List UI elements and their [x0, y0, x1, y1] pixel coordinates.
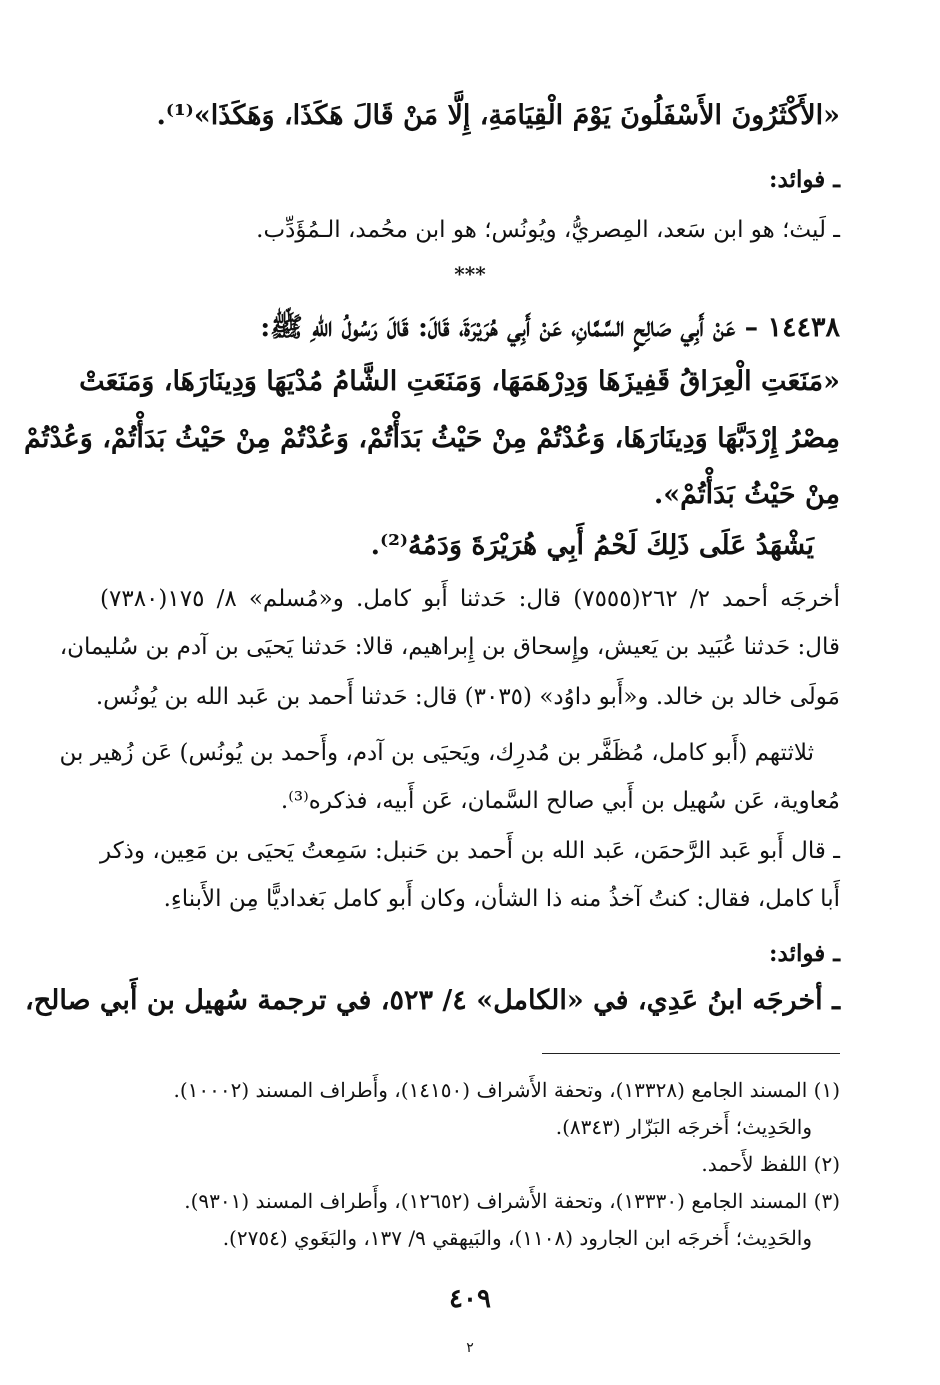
hadith-header: ١٤٤٣٨ – عَنْ أَبِي صَالِحٍ السَّمَّانِ، عَنْ أَبِي هُرَيْرَةَ، قَالَ: قَالَ رَسُولُ اللهِ ﷺ:: [260, 312, 840, 343]
takhrij-line: مُعاوية، عَن سُهيل بن أَبي صالح السَّمان، عَن أَبيه، فذكره⁽³⁾.: [280, 788, 840, 814]
footnote-3: (٣) المسند الجامع (١٣٣٣٠)، وتحفة الأَشراف (١٢٦٥٢)، وأَطراف المسند (٩٣٠١).: [184, 1189, 840, 1213]
takhrij-line: قال: حَدثنا عُبَيد بن يَعيش، وإِسحاق بن إِبراهيم، قالا: حَدثنا يَحيَى بن آدم بن سُليمان،: [59, 634, 840, 660]
benefits-heading: ـ فوائد:: [769, 166, 840, 193]
footnote-1: (١) المسند الجامع (١٣٣٢٨)، وتحفة الأَشراف (١٤١٥٠)، وأَطراف المسند (١٠٠٠٢).: [173, 1078, 840, 1102]
benefits-heading: ـ فوائد:: [769, 940, 840, 967]
takhrij-line: مَولَى خالد بن خالد. و«أَبو داوُد» (٣٠٣٥) قال: حَدثنا أَحمد بن عَبد الله بن يُونُس.: [95, 684, 840, 710]
page-number: ٤٠٩: [449, 1284, 491, 1314]
takhrij-line: ثلاثتهم (أَبو كامل، مُظَفَّر بن مُدرِك، ويَحيَى بن آدم، وأَحمد بن يُونُس) عَن زُهير بن: [59, 740, 814, 766]
narrator-note-line: أَبا كامل، فقال: كنتُ آخذُ منه ذا الشأن، وكان أَبو كامل بَغداديًّا مِن الأَبناءِ.: [163, 886, 840, 912]
hadith-text-line: يَشْهَدُ عَلَى ذَلِكَ لَحْمُ أَبِي هُرَيْرَةَ وَدَمُهُ⁽²⁾.: [370, 530, 814, 561]
hadith-text-line: مِنْ حَيْثُ بَدَأْتُمْ».: [653, 479, 840, 510]
benefit-note: ـ لَيث؛ هو ابن سَعد، المِصريُّ، ويُونُس؛ هو ابن محُمد، الـمُؤَدِّب.: [256, 217, 840, 243]
narrator-note-line: ـ قال أَبو عَبد الرَّحمَن، عَبد الله بن أَحمد بن حَنبل: سَمِعتُ يَحيَى بن مَعِين، وذكر: [100, 838, 840, 864]
section-divider: ***: [454, 262, 486, 286]
hadith-ending-line: «الأَكْثَرُونَ الأَسْفَلُونَ يَوْمَ الْقِيَامَةِ، إِلَّا مَنْ قَالَ هَكَذَا، وَهَكَذَا»⁽¹⁾.: [156, 100, 840, 131]
hadith-text-line: مِصْرُ إِرْدَبَّهَا وَدِينَارَهَا، وَعُدْتُمْ مِنْ حَيْثُ بَدَأْتُمْ، وَعُدْتُمْ مِنْ حَيْثُ بَدَأْتُمْ، وَعُدْتُمْ: [23, 423, 840, 454]
footnote-2: (٢) اللفظ لأَحمد.: [701, 1152, 840, 1176]
footnote-1-continued: والحَدِيث؛ أَخرجَه البَزّار (٨٣٤٣).: [555, 1115, 812, 1139]
benefit-note: ـ أخرجَه ابنُ عَدِي، في «الكامل» ٤/ ٥٢٣، في ترجمة سُهيل بن أَبي صالح،: [25, 985, 840, 1016]
footnote-3-continued: والحَدِيث؛ أَخرجَه ابن الجارود (١١٠٨)، والبَيهقي ٩/ ١٣٧، والبَغَوي (٢٧٥٤).: [222, 1226, 812, 1250]
bottom-mark: ٢: [466, 1340, 474, 1356]
footnote-separator: [542, 1053, 840, 1054]
hadith-text-line: «مَنَعَتِ الْعِرَاقُ قَفِيزَهَا وَدِرْهَمَهَا، وَمَنَعَتِ الشَّامُ مُدْيَهَا وَدِينَارَهَا، وَمَنَعَتْ: [79, 366, 840, 397]
book-page: [23, 0, 840, 1385]
takhrij-line: أخرجَه أحمد ٢/ ٢٦٢(٧٥٥٥) قال: حَدثنا أَبو كامل. و«مُسلم» ٨/ ١٧٥(٧٣٨٠): [100, 586, 840, 612]
